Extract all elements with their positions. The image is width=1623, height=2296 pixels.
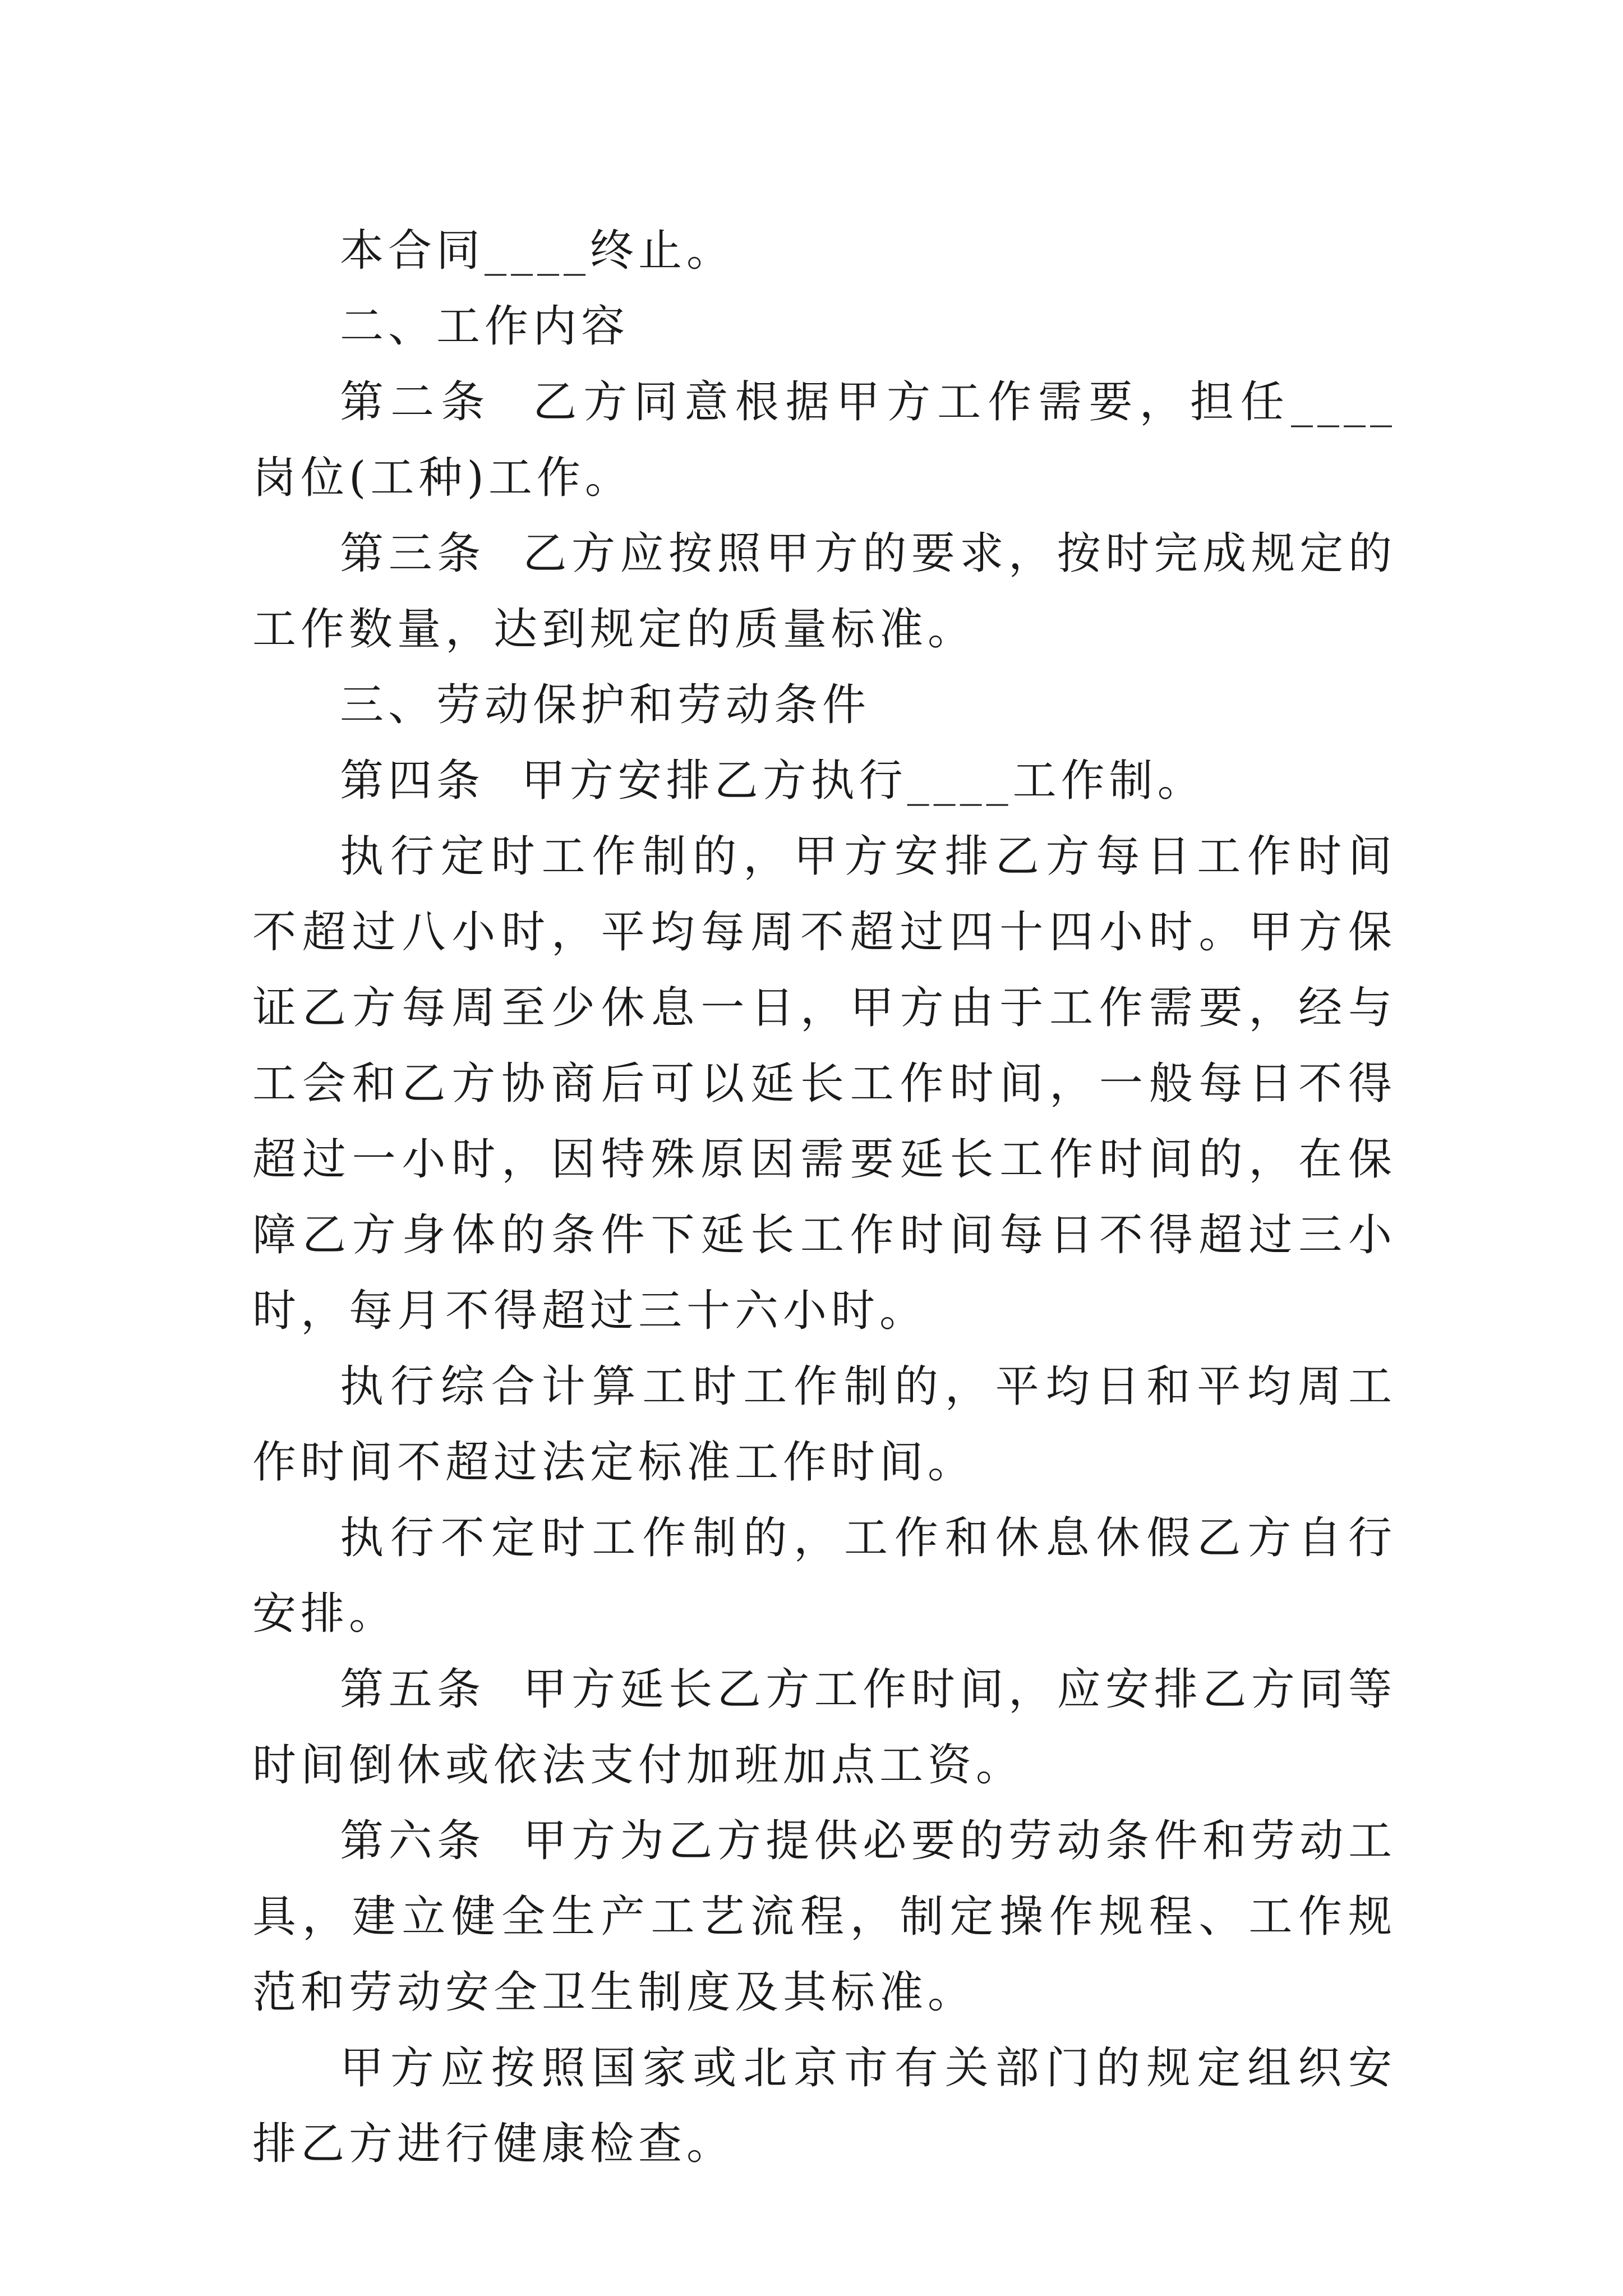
paragraph-article-3: 第三条 乙方应按照甲方的要求，按时完成规定的工作数量，达到规定的质量标准。 — [252, 528, 1396, 655]
paragraph-article-6: 第六条 甲方为乙方提供必要的劳动条件和劳动工具，建立健全生产工艺流程，制定操作规程、工作规范和劳动安全卫生制度及其标准。 — [252, 1816, 1396, 2018]
paragraph-article-2: 第二条 乙方同意根据甲方工作需要，担任____岗位(工种)工作。 — [252, 377, 1396, 503]
paragraph-health-check: 甲方应按照国家或北京市有关部门的规定组织安排乙方进行健康检查。 — [252, 2043, 1396, 2169]
paragraph-standard-hours: 执行定时工作制的，甲方安排乙方每日工作时间不超过八小时，平均每周不超过四十四小时。甲方保证乙方每周至少休息一日，甲方由于工作需要，经与工会和乙方协商后可以延长工作时间，一般每日不得超过一小时，因特殊原因需要延长工作时间的，在保障乙方身体的条件下延长工作时间每日不得超过三小时，每月不得超过三十六小时。 — [252, 831, 1396, 1336]
section-heading-work-content: 二、工作内容 — [340, 301, 630, 352]
paragraph-comprehensive-hours: 执行综合计算工时工作制的，平均日和平均周工作时间不超过法定标准工作时间。 — [252, 1361, 1396, 1488]
paragraph-contract-termination: 本合同____终止。 — [340, 226, 735, 276]
section-heading-labor-protection: 三、劳动保护和劳动条件 — [340, 680, 871, 730]
paragraph-article-5: 第五条 甲方延长乙方工作时间，应安排乙方同等时间倒休或依法支付加班加点工资。 — [252, 1664, 1396, 1791]
paragraph-article-4: 第四条 甲方安排乙方执行____工作制。 — [340, 756, 1206, 806]
document-body — [252, 213, 1396, 2182]
paragraph-flexible-hours: 执行不定时工作制的，工作和休息休假乙方自行安排。 — [252, 1513, 1396, 1639]
